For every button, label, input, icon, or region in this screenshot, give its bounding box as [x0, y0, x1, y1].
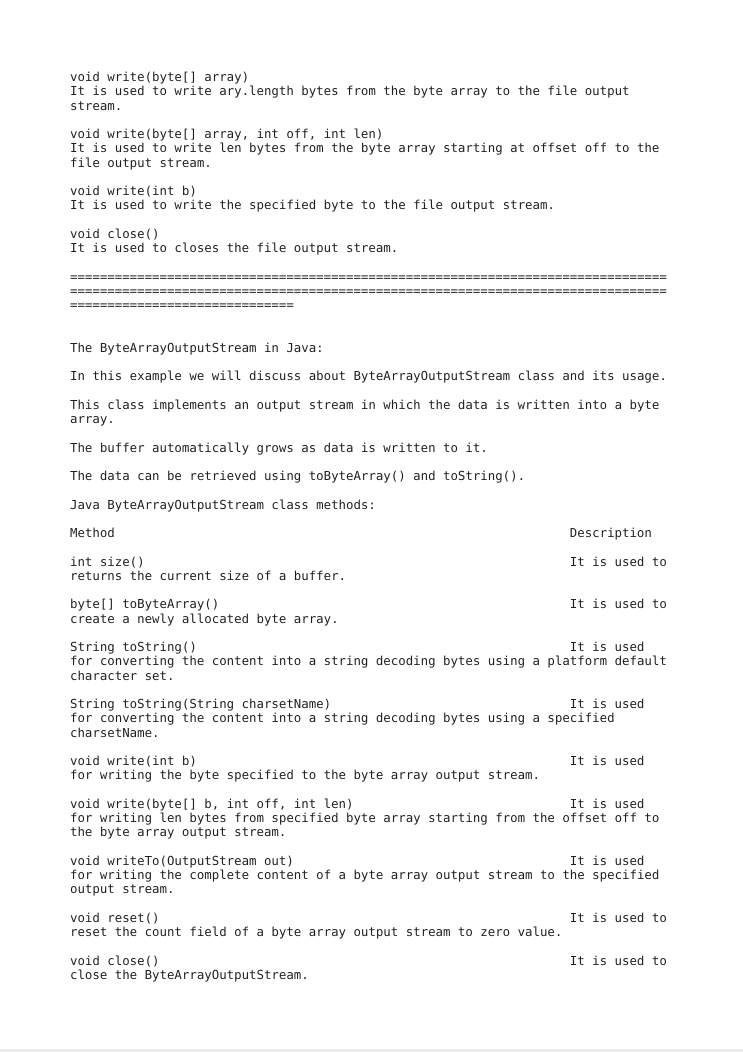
- text-line: array.: [70, 411, 115, 426]
- text-line: void write(int b): [70, 183, 197, 198]
- text-line: ================================================================================: [70, 282, 667, 298]
- text-line: The buffer automatically grows as data is written to it.: [70, 439, 488, 455]
- text-line: [70, 683, 730, 697]
- text-line: [70, 583, 730, 597]
- text-line: character set.: [70, 667, 175, 683]
- method-cell: void write(int b): [70, 753, 197, 768]
- text-line: ================================================================================: [70, 268, 667, 284]
- text-line: [70, 840, 730, 854]
- text-line: [70, 954, 730, 968]
- text-line: [70, 939, 730, 953]
- document-text: [70, 70, 730, 982]
- text-line: It is used to write the specified byte to the file output stream.: [70, 197, 555, 213]
- description-cell: It is used to: [569, 596, 667, 612]
- text-line: void close(): [70, 225, 160, 241]
- text-line: file output stream.: [70, 154, 212, 170]
- text-line: It is used to write ary.length bytes from the byte array to the file output: [70, 83, 630, 99]
- text-line: [70, 911, 730, 925]
- text-line: [70, 483, 730, 497]
- text-line: for converting the content into a string decoding bytes using a specified: [70, 710, 615, 726]
- text-line: [70, 426, 730, 440]
- text-line: charsetName.: [70, 724, 160, 740]
- description-cell: It is used: [569, 795, 645, 811]
- text-line: create a newly allocated byte array.: [70, 610, 339, 626]
- text-line: This class implements an output stream in which the data is written into a byte: [70, 396, 660, 412]
- method-cell: void close(): [70, 952, 160, 968]
- text-line: Java ByteArrayOutputStream class methods:: [70, 496, 376, 512]
- text-line: [70, 640, 730, 654]
- description-cell: It is used: [569, 753, 645, 768]
- text-line: close the ByteArrayOutputStream.: [70, 966, 309, 982]
- text-line: [70, 312, 730, 326]
- text-line: [70, 384, 730, 398]
- text-line: The data can be retrieved using toByteArray() and toString().: [70, 468, 526, 483]
- method-cell: int size(): [70, 553, 145, 569]
- text-line: [70, 113, 730, 127]
- description-cell: It is used: [569, 639, 645, 654]
- description-cell: Description: [569, 525, 652, 540]
- method-cell: String toString(String charsetName): [70, 696, 332, 711]
- method-cell: void reset(): [70, 909, 160, 925]
- text-line: [70, 797, 730, 811]
- text-line: for writing the complete content of a byte array output stream to the specified: [70, 867, 660, 882]
- description-cell: It is used to: [569, 909, 667, 925]
- text-line: It is used to closes the file output stream.: [70, 240, 399, 255]
- text-line: returns the current size of a buffer.: [70, 567, 347, 583]
- text-line: [70, 854, 730, 868]
- text-line: It is used to write len bytes from the byte array starting at offset off to the: [70, 140, 660, 156]
- description-cell: It is used to: [569, 553, 667, 569]
- description-cell: It is used: [569, 852, 645, 868]
- text-line: [70, 597, 730, 611]
- method-cell: void write(byte[] b, int off, int len): [70, 795, 354, 811]
- text-line: void write(byte[] array, int off, int len): [70, 126, 384, 141]
- text-line: [70, 897, 730, 911]
- text-line: for writing len bytes from specified byte array starting from the offset off to: [70, 810, 660, 825]
- text-line: the byte array output stream.: [70, 824, 287, 840]
- text-line: [70, 455, 730, 469]
- text-line: [70, 626, 730, 640]
- text-line: The ByteArrayOutputStream in Java:: [70, 339, 324, 355]
- description-cell: It is used to: [569, 952, 667, 968]
- text-line: [70, 170, 730, 184]
- text-line: [70, 512, 730, 526]
- text-line: [70, 355, 730, 369]
- text-line: for converting the content into a string decoding bytes using a platform default: [70, 653, 667, 669]
- text-line: stream.: [70, 97, 123, 113]
- text-line: [70, 526, 730, 540]
- text-line: [70, 783, 730, 797]
- text-line: [70, 540, 730, 554]
- text-line: [70, 555, 730, 569]
- text-line: [70, 697, 730, 711]
- text-line: void write(byte[] array): [70, 69, 250, 84]
- text-line: output stream.: [70, 881, 175, 897]
- description-cell: It is used: [569, 696, 645, 711]
- method-cell: Method: [70, 525, 115, 540]
- method-cell: byte[] toByteArray(): [70, 596, 220, 612]
- method-cell: void writeTo(OutputStream out): [70, 852, 294, 868]
- text-line: [70, 255, 730, 269]
- text-line: for writing the byte specified to the byte array output stream.: [70, 767, 540, 783]
- method-cell: String toString(): [70, 639, 197, 654]
- text-line: [70, 327, 730, 341]
- text-line: reset the count field of a byte array output stream to zero value.: [70, 924, 563, 939]
- text-line: [70, 740, 730, 754]
- text-line: ==============================: [70, 297, 294, 312]
- text-line: [70, 213, 730, 227]
- text-line: In this example we will discuss about ByteArrayOutputStream class and its usage.: [70, 368, 667, 384]
- text-line: [70, 754, 730, 768]
